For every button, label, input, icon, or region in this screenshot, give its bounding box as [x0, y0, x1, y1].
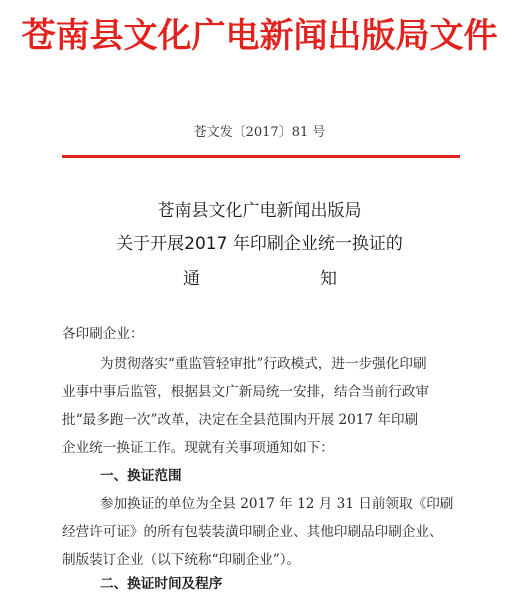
notice-title-char-1: 通 [183, 269, 200, 289]
document-number: 苍文发〔2017〕81 号 [193, 125, 326, 140]
agency-header-title: 苍南县文化广电新闻出版局文件 [21, 16, 498, 56]
notice-title-char-2: 知 [320, 269, 337, 289]
paragraph-line: 业事中事后监管，根据县文广新局统一安排，结合当前行政审 [62, 384, 430, 400]
paragraph-line: 参加换证的单位为全县 2017 年 12 月 31 日前领取《印刷 [100, 496, 454, 512]
paragraph-line: 为贯彻落实“重监管轻审批”行政模式，进一步强化印刷 [100, 356, 427, 372]
paragraph-line: 批“最多跑一次”改革，决定在全县范围内开展 2017 年印刷 [62, 412, 419, 428]
paragraph-line: 制版装订企业（以下统称“印刷企业”）。 [62, 552, 301, 568]
notice-title-line-2: 关于开展2017 年印刷企业统一换证的 [116, 234, 403, 254]
section-heading-2: 二、换证时间及程序 [100, 576, 223, 592]
notice-title-line-1: 苍南县文化广电新闻出版局 [157, 201, 362, 221]
red-divider-line [62, 155, 460, 158]
paragraph-line: 企业统一换证工作。现就有关事项通知如下： [62, 440, 334, 456]
section-heading-1: 一、换证范围 [100, 468, 182, 484]
salutation: 各印刷企业： [62, 326, 144, 342]
paragraph-line: 经营许可证》的所有包装装潢印刷企业、其他印刷品印刷企业、 [62, 524, 443, 540]
